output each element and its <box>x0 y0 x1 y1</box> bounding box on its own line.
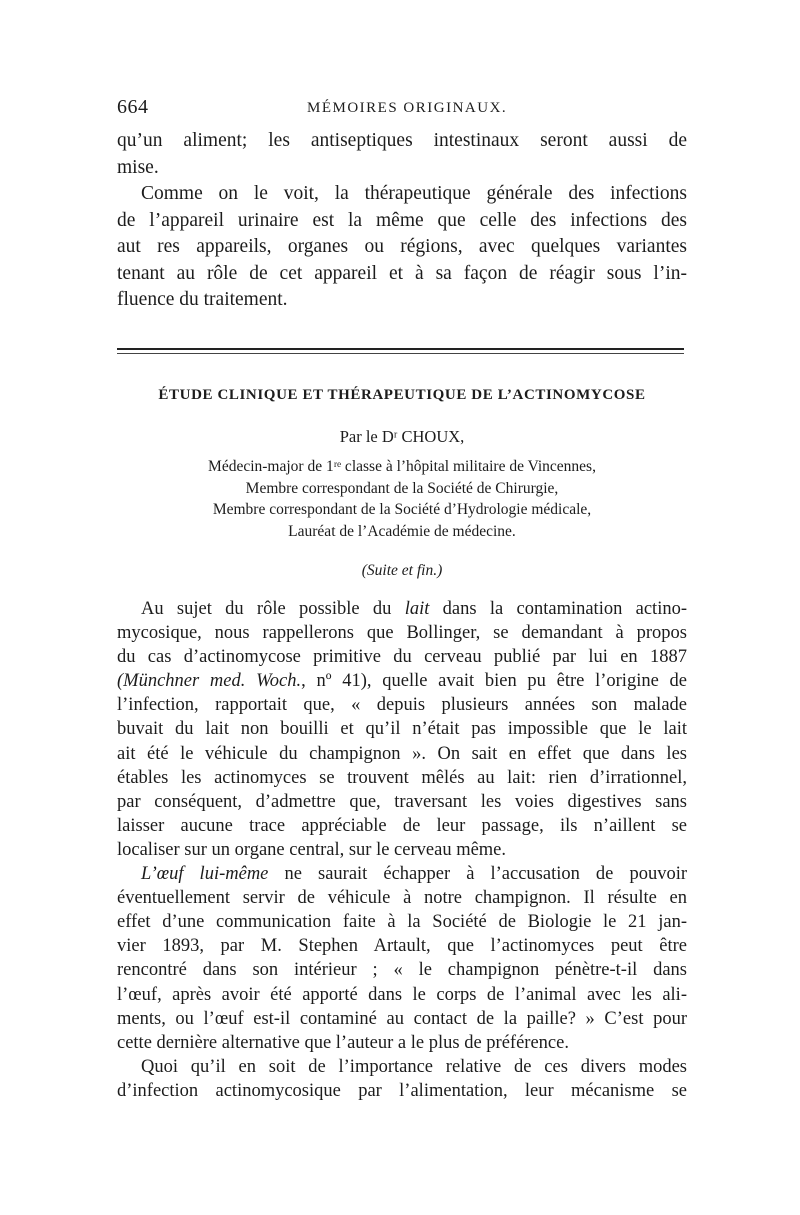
author-credentials <box>117 456 687 542</box>
text-line: ments, ou l’œuf est-il contaminé au contact de la paille? » C’est pour <box>117 1008 687 1029</box>
article-title: ÉTUDE CLINIQUE ET THÉRAPEUTIQUE DE L’ACTINOMYCOSE <box>158 387 646 403</box>
text-line: ait été le véhicule du champignon ». On sait en effet que dans les <box>117 743 687 764</box>
text-line: laisser aucune trace appréciable de leur passage, ils n’aillent se <box>117 815 687 836</box>
text-line: effet d’une communication faite à la Société de Biologie le 21 jan- <box>117 912 687 933</box>
text-line: mise. <box>117 156 159 178</box>
text-line: Comme on le voit, la thérapeutique générale des infections <box>141 183 687 204</box>
text-line: de l’appareil urinaire est la même que celle des infections des <box>117 209 687 231</box>
continued-text <box>117 128 687 314</box>
text-line: par conséquent, d’admettre que, traversant les voies digestives sans <box>117 791 687 812</box>
text-line: Quoi qu’il en soit de l’importance relative de ces divers modes <box>141 1056 687 1077</box>
credential-line: Médecin-major de 1ʳᵉ classe à l’hôpital militaire de Vincennes, <box>208 458 596 475</box>
text-line: (Münchner med. Woch., nº 41), quelle avait bien pu être l’origine de <box>117 671 687 692</box>
text-line: buvait du lait non bouilli et qu’il n’était pas impossible que le lait <box>117 719 687 740</box>
text-line: rencontré dans son intérieur ; « le champignon pénètre-t-il dans <box>117 960 687 981</box>
text-line: fluence du traitement. <box>117 289 288 310</box>
page-number: 664 <box>117 96 149 118</box>
section-divider <box>117 348 684 350</box>
credential-line: Lauréat de l’Académie de médecine. <box>288 522 516 540</box>
text-line: localiser sur un organe central, sur le cerveau même. <box>117 839 507 860</box>
text-line: L’œuf lui-même ne saurait échapper à l’accusation de pouvoir <box>141 864 687 885</box>
credential-line: Membre correspondant de la Société d’Hydrologie médicale, <box>212 501 592 518</box>
article-author: Par le Dʳ CHOUX, <box>339 427 465 446</box>
text-line: mycosique, nous rappellerons que Bollinger, se demandant à propos <box>117 623 687 644</box>
text-line: du cas d’actinomycose primitive du cerveau publié par lui en 1887 <box>117 647 687 668</box>
page-header <box>117 96 687 124</box>
text-line: l’œuf, après avoir été apporté dans le corps de l’animal avec les ali- <box>117 984 687 1005</box>
text-line: Au sujet du rôle possible du lait dans la contamination actino- <box>141 599 687 619</box>
text-line: éventuellement servir de véhicule à notre champignon. Il résulte en <box>117 888 687 909</box>
text-line: l’infection, rapportait que, « depuis plusieurs années son malade <box>117 695 687 716</box>
article-body <box>117 597 687 1103</box>
running-title: MÉMOIRES ORIGINAUX. <box>307 100 508 116</box>
text-line: aut res appareils, organes ou régions, avec quelques variantes <box>117 236 687 257</box>
section-divider-thin <box>117 353 684 354</box>
text-line: cette dernière alternative que l’auteur a le plus de préférence. <box>117 1032 569 1053</box>
credential-line: Membre correspondant de la Société de Chirurgie, <box>245 479 559 497</box>
text-line: tenant au rôle de cet appareil et à sa façon de réagir sous l’in- <box>117 262 687 284</box>
text-line: vier 1893, par M. Stephen Artault, que l’actinomyces peut être <box>117 936 687 957</box>
text-line: qu’un aliment; les antiseptiques intestinaux seront aussi de <box>117 130 687 151</box>
continuation-note: (Suite et fin.) <box>361 562 443 579</box>
text-line: étables les actinomyces se trouvent mêlés au lait: rien d’irrationnel, <box>117 767 687 788</box>
text-line: d’infection actinomycosique par l’alimentation, leur mécanisme se <box>117 1080 687 1101</box>
